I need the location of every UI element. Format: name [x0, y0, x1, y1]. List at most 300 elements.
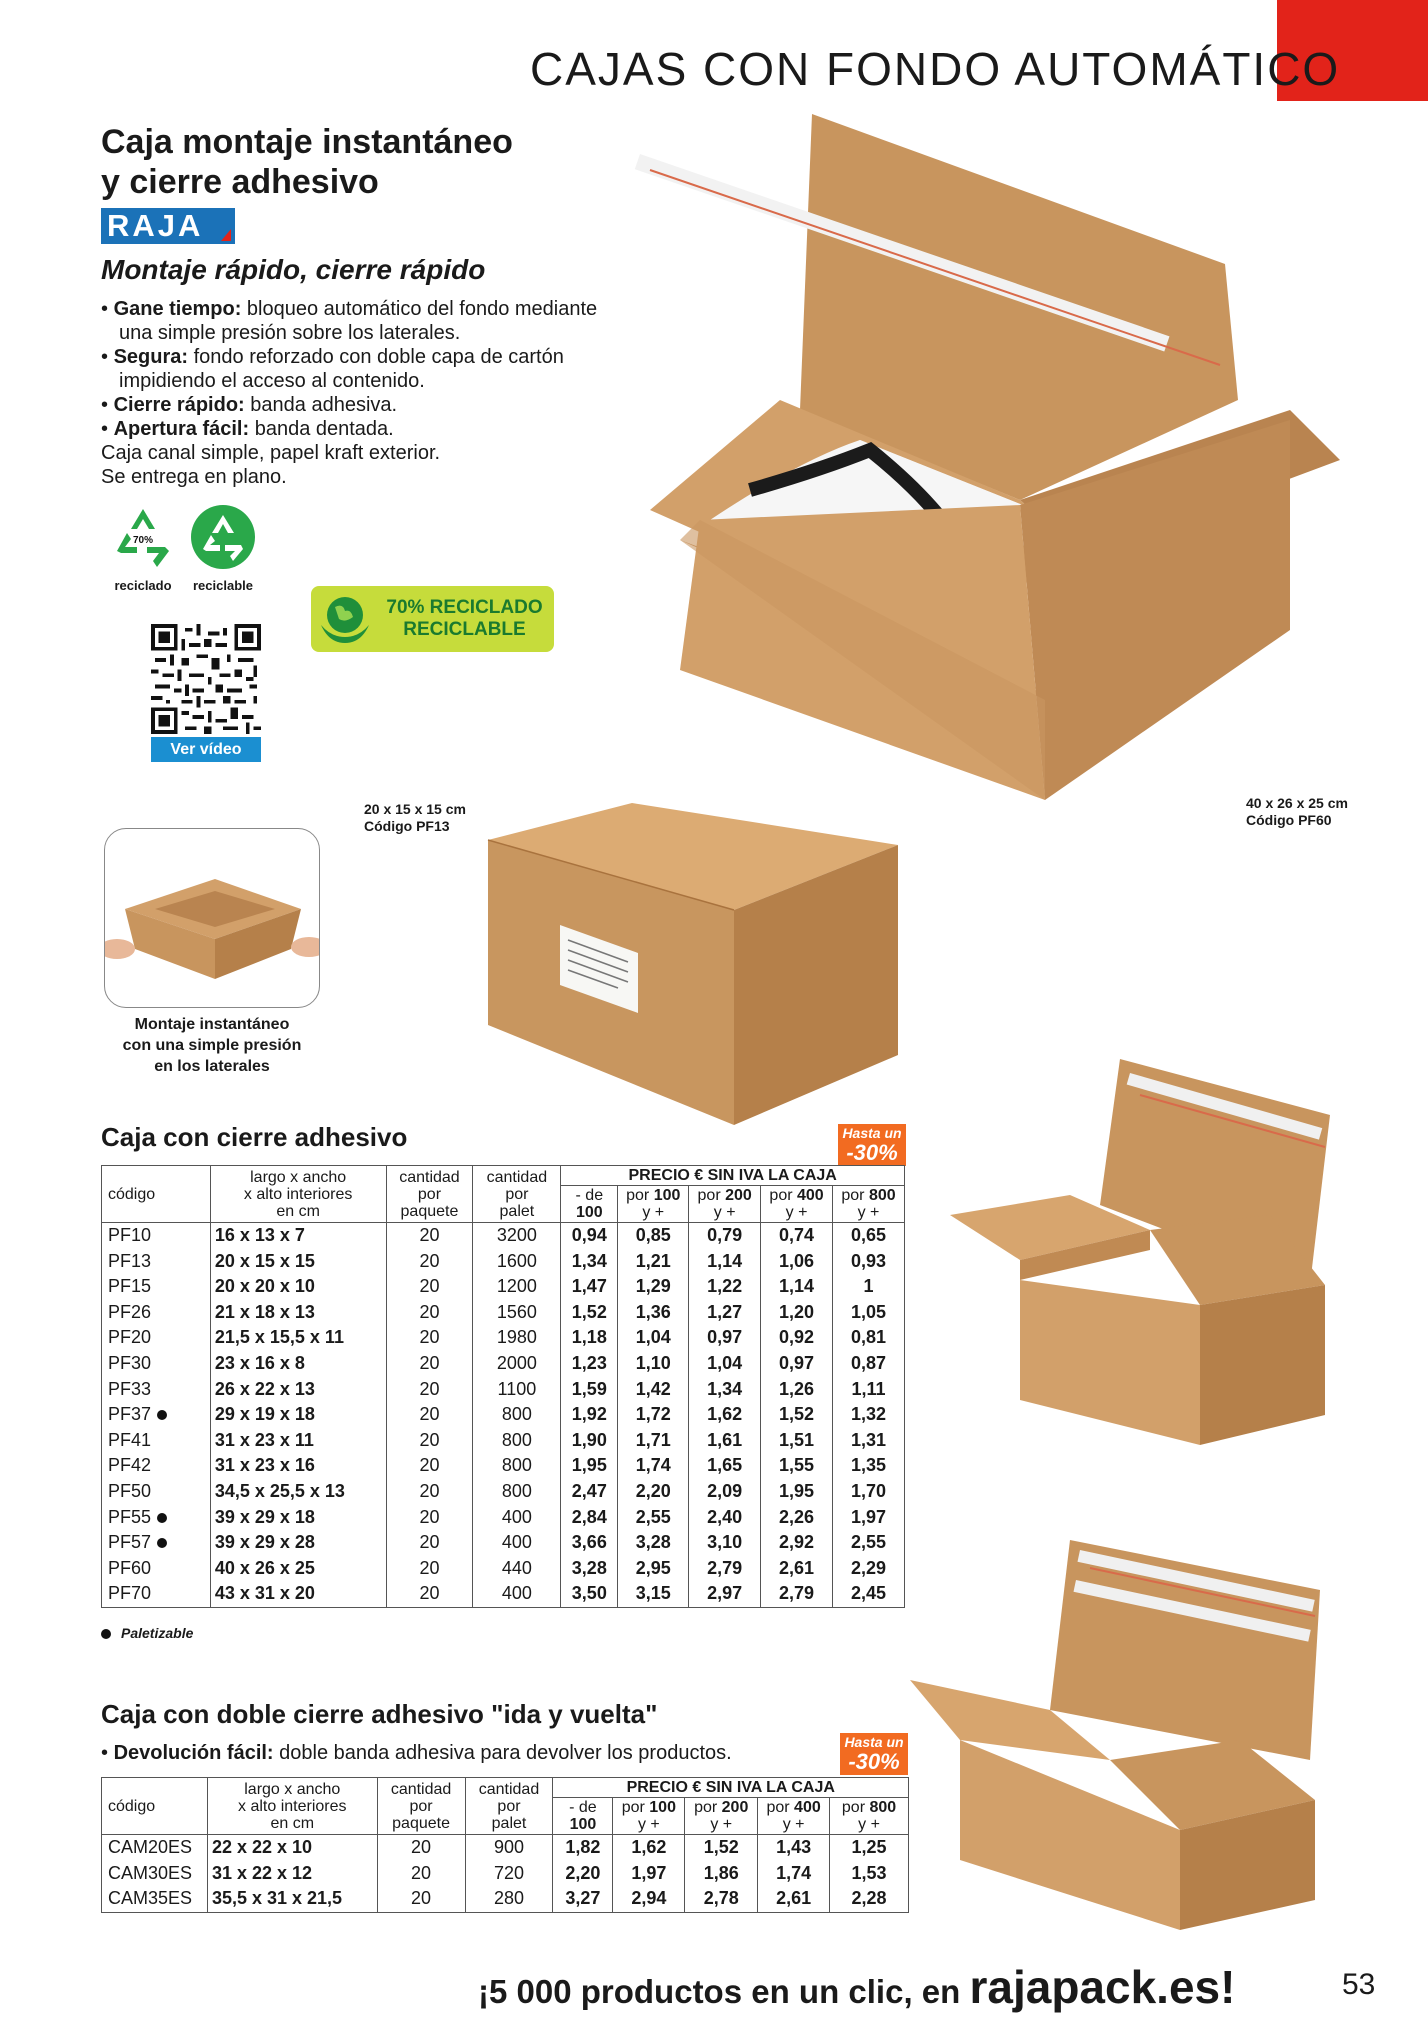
- row-dimensions: [210, 1249, 386, 1275]
- col-code-2: código: [102, 1778, 208, 1835]
- row-qty-pallet: [473, 1325, 561, 1351]
- closed-box-pf13-image: [478, 795, 908, 1125]
- row-price-400-value: 0,74: [779, 1225, 815, 1245]
- row-qty-pallet: [473, 1556, 561, 1582]
- single-adhesive-box-image: [940, 1055, 1335, 1445]
- col-dim-l3-2: en cm: [270, 1814, 315, 1832]
- row-price-400-value: 1,55: [779, 1455, 815, 1476]
- row-price-400-value: 1,95: [779, 1480, 815, 1501]
- row-code-value: PF26: [108, 1301, 152, 1322]
- row-qty-pack-value: 20: [419, 1301, 440, 1322]
- row-qty-pallet: [473, 1402, 561, 1428]
- row-dimensions: [210, 1479, 386, 1505]
- row-dimensions-value: 39 x 29 x 18: [214, 1506, 315, 1527]
- row-price-lt100: [561, 1428, 618, 1454]
- delivery-note: Se entrega en plano.: [101, 466, 287, 488]
- row-price-lt100: [561, 1274, 618, 1300]
- product-title: [101, 122, 561, 202]
- material-note: Caja canal simple, papel kraft exterior.: [101, 442, 441, 464]
- row-code-value: PF42: [108, 1455, 152, 1476]
- p2-n: 100: [653, 1187, 681, 1204]
- row-price-800-value: 1,05: [850, 1301, 887, 1322]
- row-price-800: [833, 1530, 905, 1556]
- table-row: [102, 1530, 905, 1556]
- row-price-lt100: [561, 1402, 618, 1428]
- col-dim-l1-2: largo x ancho: [244, 1780, 341, 1798]
- open-box-pf60-image: [500, 110, 1420, 800]
- brand-name: RAJA: [107, 208, 204, 243]
- row-price-100: [618, 1351, 689, 1377]
- table-row: [102, 1377, 905, 1403]
- row-price-lt100-value: 3,27: [565, 1888, 601, 1909]
- product-title-line1: Caja montaje instantáneo: [101, 123, 513, 161]
- row-price-100: [618, 1556, 689, 1582]
- p5-n: 800: [868, 1187, 896, 1204]
- feature-label: Gane tiempo:: [113, 298, 242, 320]
- row-price-200: [689, 1325, 761, 1351]
- row-qty-pallet: [473, 1479, 561, 1505]
- eco-badge-line2: RECICLABLE: [403, 619, 526, 640]
- row-code-value: PF60: [108, 1557, 152, 1578]
- row-code-value: PF10: [108, 1225, 152, 1245]
- col-qpl-l3-2: palet: [491, 1814, 527, 1832]
- row-price-100-value: 0,85: [635, 1225, 671, 1245]
- row-dimensions-value: 16 x 13 x 7: [214, 1225, 305, 1245]
- table-row: [102, 1886, 909, 1912]
- price-table-body: [102, 1223, 905, 1608]
- row-qty-pallet-value: 1100: [497, 1378, 537, 1399]
- row-price-800-value: 1,11: [851, 1378, 886, 1399]
- row-dimensions: [210, 1530, 386, 1556]
- row-price-200-value: 1,61: [707, 1429, 743, 1450]
- row-price-lt100-value: 1,18: [571, 1327, 607, 1348]
- row-code-value: PF55: [108, 1506, 152, 1527]
- row-qty-pack-value: 20: [419, 1352, 440, 1373]
- row-qty-pallet-value: 1200: [496, 1276, 537, 1297]
- row-price-400-value: 1,52: [779, 1404, 815, 1425]
- row-price-800: [830, 1861, 909, 1887]
- big-box-code: Código PF60: [1246, 812, 1332, 828]
- col-qp-l1-2: cantidad: [390, 1780, 452, 1798]
- table-row: [102, 1556, 905, 1582]
- row-price-400-value: 1,14: [779, 1276, 815, 1297]
- col-price-100-2: [613, 1798, 685, 1835]
- row-price-200-value: 0,97: [707, 1327, 743, 1348]
- row-qty-pack: [386, 1300, 473, 1326]
- row-price-800-value: 1,70: [850, 1480, 887, 1501]
- row-qty-pallet-value: 1980: [496, 1327, 537, 1348]
- row-qty-pack: [386, 1223, 473, 1249]
- row-price-800-value: 1,97: [850, 1506, 887, 1527]
- table-row: [102, 1300, 905, 1326]
- legend-paletizable: [101, 1625, 193, 1641]
- feature-label: Cierre rápido:: [113, 394, 245, 416]
- product-title-line2: y cierre adhesivo: [101, 163, 379, 201]
- row-price-lt100-value: 2,84: [571, 1506, 607, 1527]
- row-price-200-value: 1,65: [707, 1455, 743, 1476]
- row-price-800-value: 1: [863, 1276, 874, 1297]
- p3-b: y +: [713, 1204, 736, 1221]
- row-qty-pack: [386, 1581, 473, 1607]
- feature-item: • Apertura fácil: banda dentada.: [101, 418, 394, 440]
- row-price-400-value: 1,43: [776, 1837, 812, 1857]
- row-price-400-value: 0,92: [779, 1327, 815, 1348]
- table-row: [102, 1402, 905, 1428]
- row-price-400: [761, 1300, 833, 1326]
- col-qty-pack: [386, 1166, 473, 1223]
- small-box-code: Código PF13: [364, 818, 450, 834]
- row-qty-pallet-value: 800: [501, 1404, 532, 1425]
- row-price-100-value: 3,15: [635, 1583, 671, 1604]
- discount-prefix: Hasta un: [842, 1125, 902, 1141]
- row-dimensions: [210, 1351, 386, 1377]
- row-dimensions: [207, 1835, 377, 1861]
- row-price-100-value: 1,10: [635, 1352, 671, 1373]
- feature-label: Segura:: [113, 346, 189, 368]
- row-code: [102, 1530, 211, 1556]
- p5-a: por: [841, 1187, 865, 1204]
- col-price-lt100: [561, 1186, 618, 1223]
- p2-b: y +: [642, 1204, 665, 1221]
- row-price-800-value: 2,45: [850, 1583, 887, 1604]
- row-dimensions-value: 35,5 x 31 x 21,5: [211, 1888, 343, 1909]
- row-dimensions-value: 43 x 31 x 20: [214, 1583, 315, 1604]
- row-code-value: PF15: [108, 1276, 152, 1297]
- row-price-100-value: 2,95: [635, 1557, 671, 1578]
- row-qty-pack-value: 20: [419, 1378, 440, 1399]
- row-price-400-value: 1,51: [779, 1429, 815, 1450]
- small-box-caption: [364, 801, 466, 835]
- row-price-200: [689, 1556, 761, 1582]
- row-price-400: [761, 1556, 833, 1582]
- row-price-lt100: [561, 1505, 618, 1531]
- row-price-200-value: 2,40: [707, 1506, 743, 1527]
- row-code-value: PF33: [108, 1378, 152, 1399]
- row-qty-pack: [377, 1835, 465, 1861]
- row-price-400-value: 1,20: [779, 1301, 815, 1322]
- row-price-lt100: [553, 1886, 613, 1912]
- row-dimensions-value: 21 x 18 x 13: [214, 1301, 315, 1322]
- row-price-100-value: 3,28: [635, 1532, 671, 1553]
- row-qty-pack-value: 20: [419, 1327, 440, 1348]
- row-price-lt100-value: 1,47: [571, 1276, 607, 1297]
- table-row: [102, 1249, 905, 1275]
- row-qty-pack: [386, 1428, 473, 1454]
- row-dimensions-value: 21,5 x 15,5 x 11: [214, 1327, 344, 1348]
- row-qty-pallet-value: 800: [501, 1480, 532, 1501]
- row-dimensions: [210, 1556, 386, 1582]
- col-dim-l2-2: x alto interiores: [238, 1797, 347, 1815]
- row-price-200-value: 0,79: [707, 1225, 743, 1245]
- row-dimensions: [210, 1581, 386, 1607]
- table-row: [102, 1428, 905, 1454]
- table-row: [102, 1223, 905, 1249]
- row-price-200: [685, 1835, 758, 1861]
- row-code-value: PF20: [108, 1327, 152, 1348]
- watch-video-button[interactable]: Ver vídeo: [151, 737, 261, 762]
- row-price-100: [618, 1223, 689, 1249]
- row-price-100-value: 1,74: [635, 1455, 671, 1476]
- row-dimensions-value: 22 x 22 x 10: [211, 1837, 313, 1857]
- row-qty-pack-value: 20: [419, 1250, 440, 1271]
- row-price-800-value: 1,53: [851, 1862, 887, 1883]
- page-title: CAJAS CON FONDO AUTOMÁTICO: [530, 43, 1341, 95]
- row-price-100: [618, 1274, 689, 1300]
- row-code: [102, 1325, 211, 1351]
- row-dimensions-value: 31 x 23 x 16: [214, 1455, 315, 1476]
- row-qty-pallet: [473, 1581, 561, 1607]
- row-code-value: PF50: [108, 1480, 152, 1501]
- row-price-200: [689, 1581, 761, 1607]
- raja-logo: [101, 208, 235, 244]
- eco-badge-line1: 70% RECICLADO: [386, 597, 543, 618]
- table2-feature: • Devolución fácil: doble banda adhesiva para devolver los productos.: [101, 1742, 732, 1764]
- row-dimensions-value: 29 x 19 x 18: [214, 1404, 315, 1425]
- row-qty-pack: [386, 1556, 473, 1582]
- row-qty-pallet-value: 900: [493, 1837, 525, 1857]
- row-dimensions: [210, 1505, 386, 1531]
- feature-text: bloqueo automático del fondo mediante una simple presión sobre los laterales.: [119, 298, 598, 344]
- row-code: [102, 1377, 211, 1403]
- row-price-100: [618, 1325, 689, 1351]
- col-qp-l2-2: por: [409, 1797, 433, 1815]
- row-price-400: [758, 1886, 830, 1912]
- row-qty-pallet-value: 440: [501, 1557, 532, 1578]
- row-price-400-value: 2,79: [779, 1583, 815, 1604]
- row-price-800-value: 1,32: [850, 1404, 887, 1425]
- row-price-400: [761, 1402, 833, 1428]
- row-price-100-value: 1,97: [631, 1862, 667, 1883]
- col-qpl-l1-2: cantidad: [478, 1780, 540, 1798]
- row-price-200: [689, 1249, 761, 1275]
- row-price-200: [689, 1402, 761, 1428]
- row-code: [102, 1861, 208, 1887]
- row-qty-pack: [386, 1402, 473, 1428]
- row-dimensions: [207, 1861, 377, 1887]
- row-price-800-value: 2,55: [850, 1532, 887, 1553]
- row-qty-pack-value: 20: [419, 1276, 440, 1297]
- row-price-200-value: 1,27: [707, 1301, 743, 1322]
- globe-hands-icon: [315, 589, 375, 649]
- p2-b-2: y +: [637, 1816, 660, 1833]
- row-qty-pack: [386, 1530, 473, 1556]
- p2-a-2: por: [621, 1799, 645, 1816]
- row-price-200-value: 2,79: [707, 1557, 743, 1578]
- col-dim-l3: en cm: [276, 1202, 320, 1220]
- row-price-400-value: 0,97: [779, 1352, 815, 1373]
- col-qpl-l3: palet: [499, 1202, 535, 1220]
- row-qty-pack-value: 20: [419, 1225, 440, 1245]
- row-price-lt100-value: 1,23: [571, 1352, 607, 1373]
- row-qty-pallet: [465, 1886, 553, 1912]
- row-price-lt100: [561, 1479, 618, 1505]
- row-code-value: CAM30ES: [108, 1862, 193, 1883]
- row-price-100: [618, 1581, 689, 1607]
- row-price-200: [685, 1861, 758, 1887]
- row-price-100-value: 1,21: [635, 1250, 671, 1271]
- row-price-100-value: 1,62: [631, 1837, 667, 1857]
- col-price-800-2: [830, 1798, 909, 1835]
- p3-b-2: y +: [710, 1816, 733, 1833]
- row-code-value: CAM20ES: [108, 1837, 193, 1857]
- row-price-800-value: 2,28: [851, 1888, 887, 1909]
- big-box-caption: [1246, 795, 1348, 829]
- row-price-100: [613, 1886, 685, 1912]
- row-qty-pallet-value: 400: [501, 1532, 532, 1553]
- price-table-double-adhesive: [101, 1777, 909, 1913]
- row-qty-pallet-value: 800: [501, 1429, 532, 1450]
- p4-n: 400: [797, 1187, 824, 1204]
- discount-value: -30%: [846, 1140, 898, 1165]
- price-table-adhesive: [101, 1165, 905, 1608]
- footer-site-link[interactable]: rajapack.es!: [969, 1961, 1236, 2013]
- row-price-800: [833, 1274, 905, 1300]
- row-qty-pack: [386, 1249, 473, 1275]
- row-dimensions-value: 34,5 x 25,5 x 13: [214, 1480, 345, 1501]
- row-code-value: PF57: [108, 1532, 152, 1553]
- p2-a: por: [626, 1187, 650, 1204]
- row-qty-pallet: [465, 1861, 553, 1887]
- row-price-100: [618, 1530, 689, 1556]
- feature-text: fondo reforzado con doble capa de cartón impidiendo el acceso al contenido.: [119, 346, 564, 392]
- row-dimensions: [210, 1402, 386, 1428]
- row-price-lt100-value: 2,47: [571, 1480, 607, 1501]
- p5-b-2: y +: [858, 1816, 880, 1833]
- row-price-400-value: 1,26: [779, 1378, 815, 1399]
- row-qty-pallet-value: 800: [501, 1455, 532, 1476]
- col-qty-pallet-2: [465, 1778, 553, 1835]
- feature-item: • Segura: fondo reforzado con doble capa de cartón impidiendo el acceso al contenido.: [101, 346, 564, 392]
- col-dim-l2: x alto interiores: [243, 1185, 353, 1203]
- row-code-value: PF70: [108, 1583, 152, 1604]
- row-price-200-value: 2,78: [703, 1888, 739, 1909]
- row-price-200-value: 1,86: [703, 1862, 739, 1883]
- col-price-400: [761, 1186, 833, 1223]
- row-price-lt100: [561, 1453, 618, 1479]
- row-price-100-value: 1,36: [635, 1301, 671, 1322]
- row-code-value: PF13: [108, 1250, 152, 1271]
- row-dimensions-value: 20 x 20 x 10: [214, 1276, 315, 1297]
- col-qp-l1: cantidad: [399, 1168, 460, 1186]
- qr-code[interactable]: [151, 624, 261, 734]
- row-price-400: [761, 1325, 833, 1351]
- row-price-800: [833, 1377, 905, 1403]
- row-dimensions: [210, 1223, 386, 1249]
- row-qty-pack-value: 20: [419, 1455, 440, 1476]
- row-price-800-value: 1,35: [850, 1455, 887, 1476]
- row-price-800: [833, 1479, 905, 1505]
- row-price-200-value: 1,04: [707, 1352, 743, 1373]
- row-price-400-value: 2,61: [776, 1888, 812, 1909]
- row-price-100: [618, 1300, 689, 1326]
- table2-feature-label: Devolución fácil:: [113, 1742, 274, 1764]
- row-price-800: [833, 1453, 905, 1479]
- row-price-lt100: [553, 1835, 613, 1861]
- col-price-header-2: PRECIO € SIN IVA LA CAJA: [553, 1778, 909, 1798]
- row-code: [102, 1249, 211, 1275]
- col-price-100: [618, 1186, 689, 1223]
- row-price-lt100: [561, 1530, 618, 1556]
- row-qty-pallet-value: 3200: [496, 1225, 537, 1245]
- row-price-100: [618, 1505, 689, 1531]
- row-price-800-value: 0,65: [850, 1225, 887, 1245]
- assembly-photo: [104, 828, 320, 1008]
- row-price-100: [618, 1249, 689, 1275]
- row-price-400: [761, 1223, 833, 1249]
- row-qty-pack: [386, 1377, 473, 1403]
- row-price-200: [685, 1886, 758, 1912]
- table-row: [102, 1351, 905, 1377]
- row-qty-pallet: [473, 1351, 561, 1377]
- page-number: 53: [1342, 1968, 1376, 2001]
- big-box-size: 40 x 26 x 25 cm: [1246, 795, 1348, 811]
- assembly-caption-line3: en los laterales: [154, 1058, 270, 1075]
- row-price-800-value: 0,81: [850, 1327, 887, 1348]
- row-qty-pack: [386, 1505, 473, 1531]
- row-qty-pack-value: 20: [419, 1532, 440, 1553]
- row-price-800: [833, 1505, 905, 1531]
- row-price-800-value: 0,87: [850, 1352, 887, 1373]
- row-price-400: [761, 1530, 833, 1556]
- p3-n-2: 200: [721, 1799, 749, 1816]
- row-price-100-value: 2,55: [635, 1506, 671, 1527]
- row-code: [102, 1428, 211, 1454]
- row-price-100-value: 2,94: [631, 1888, 667, 1909]
- row-price-100-value: 1,72: [635, 1404, 671, 1425]
- row-price-800-value: 1,31: [850, 1429, 887, 1450]
- row-dimensions: [210, 1453, 386, 1479]
- row-qty-pallet-value: 720: [493, 1862, 525, 1883]
- row-price-400: [761, 1428, 833, 1454]
- p5-n-2: 800: [869, 1799, 897, 1816]
- pallet-dot-icon: [157, 1538, 167, 1548]
- row-code-value: PF41: [108, 1429, 152, 1450]
- row-price-lt100-value: 1,82: [565, 1837, 601, 1857]
- row-qty-pallet: [473, 1377, 561, 1403]
- p2-n-2: 100: [649, 1799, 676, 1816]
- row-price-400: [761, 1274, 833, 1300]
- col-dim-l1: largo x ancho: [250, 1168, 347, 1186]
- row-price-100: [618, 1479, 689, 1505]
- row-price-lt100-value: 1,90: [571, 1429, 607, 1450]
- row-price-lt100: [561, 1249, 618, 1275]
- p4-a: por: [769, 1187, 793, 1204]
- discount-value-2: -30%: [848, 1749, 900, 1774]
- pallet-dot-icon: [157, 1513, 167, 1523]
- discount-prefix-2: Hasta un: [844, 1734, 904, 1750]
- row-qty-pallet-value: 280: [493, 1888, 525, 1909]
- table-row: [102, 1325, 905, 1351]
- row-price-lt100: [561, 1377, 618, 1403]
- recyclable-label: reciclable: [193, 578, 253, 593]
- discount-badge: [838, 1124, 906, 1166]
- p1-a: - de: [575, 1187, 604, 1204]
- row-price-200-value: 1,22: [707, 1276, 743, 1297]
- row-price-400-value: 1,06: [779, 1250, 815, 1271]
- row-price-400: [761, 1351, 833, 1377]
- row-code-value: PF37: [108, 1404, 152, 1425]
- row-code: [102, 1351, 211, 1377]
- row-qty-pallet-value: 400: [501, 1506, 532, 1527]
- row-price-200: [689, 1479, 761, 1505]
- row-dimensions-value: 40 x 26 x 25: [214, 1557, 315, 1578]
- row-price-400: [758, 1835, 830, 1861]
- recycled-label: reciclado: [114, 578, 172, 593]
- row-price-400-value: 2,92: [779, 1532, 815, 1553]
- table-row: [102, 1453, 905, 1479]
- row-price-200-value: 1,34: [707, 1378, 743, 1399]
- assembly-caption: [104, 1014, 320, 1077]
